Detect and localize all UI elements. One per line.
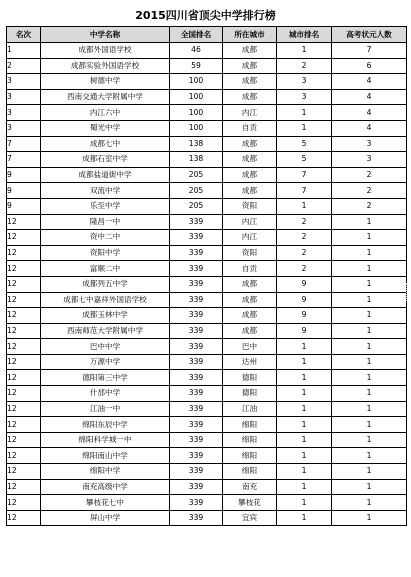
cell-city-rank: 3 [277, 89, 332, 105]
cell-rank: 12 [7, 230, 41, 246]
table-row [7, 417, 407, 433]
cell-school-name: 成都七中嘉祥外国语学校 [41, 292, 170, 308]
cell-school-name: 成都石室中学 [41, 152, 170, 168]
cell-school-name: 南充高级中学 [41, 479, 170, 495]
cell-top-scorers: 1 [332, 230, 407, 246]
cell-top-scorers: 4 [332, 89, 407, 105]
cell-city: 成都 [223, 43, 277, 59]
cell-school-name: 隆昌一中 [41, 214, 170, 230]
cell-school-name: 绵阳南山中学 [41, 448, 170, 464]
cell-national-rank: 339 [170, 479, 223, 495]
cell-city-rank: 9 [277, 292, 332, 308]
cell-national-rank: 138 [170, 136, 223, 152]
table-row [7, 214, 407, 230]
cell-national-rank: 100 [170, 89, 223, 105]
cell-rank: 12 [7, 339, 41, 355]
cell-city-rank: 2 [277, 261, 332, 277]
cell-city: 攀枝花 [223, 495, 277, 511]
cell-city-rank: 1 [277, 479, 332, 495]
cell-top-scorers: 1 [332, 495, 407, 511]
cell-national-rank: 339 [170, 292, 223, 308]
cell-rank: 12 [7, 401, 41, 417]
table-header [7, 27, 407, 43]
cell-top-scorers: 1 [332, 510, 407, 526]
cell-rank: 12 [7, 276, 41, 292]
cell-national-rank: 339 [170, 276, 223, 292]
cell-city: 成都 [223, 152, 277, 168]
table-row [7, 74, 407, 90]
cell-national-rank: 138 [170, 152, 223, 168]
cell-city-rank: 9 [277, 276, 332, 292]
cell-rank: 12 [7, 464, 41, 480]
cell-top-scorers: 1 [332, 292, 407, 308]
cell-city-rank: 1 [277, 370, 332, 386]
cell-school-name: 万源中学 [41, 354, 170, 370]
cell-national-rank: 339 [170, 308, 223, 324]
table-row [7, 183, 407, 199]
cell-city: 成都 [223, 167, 277, 183]
cell-city: 绵阳 [223, 432, 277, 448]
table-row [7, 261, 407, 277]
cell-city-rank: 1 [277, 120, 332, 136]
cell-national-rank: 339 [170, 339, 223, 355]
table-row [7, 120, 407, 136]
cell-top-scorers: 1 [332, 308, 407, 324]
cell-school-name: 绵阳中学 [41, 464, 170, 480]
cell-national-rank: 205 [170, 183, 223, 199]
cell-national-rank: 339 [170, 245, 223, 261]
table-row [7, 354, 407, 370]
table-row [7, 339, 407, 355]
cell-city: 内江 [223, 214, 277, 230]
table-row [7, 105, 407, 121]
cell-city: 德阳 [223, 370, 277, 386]
cell-city-rank: 1 [277, 354, 332, 370]
cell-school-name: 西南交通大学附属中学 [41, 89, 170, 105]
cell-city-rank: 1 [277, 401, 332, 417]
cell-school-name: 内江六中 [41, 105, 170, 121]
cell-top-scorers: 1 [332, 370, 407, 386]
cell-school-name: 江油一中 [41, 401, 170, 417]
cell-top-scorers: 2 [332, 167, 407, 183]
table-row [7, 89, 407, 105]
cell-rank: 7 [7, 152, 41, 168]
table-row [7, 323, 407, 339]
cell-rank: 12 [7, 370, 41, 386]
cell-school-name: 成都外国语学校 [41, 43, 170, 59]
page-title: 2015四川省顶尖中学排行榜 [135, 9, 276, 22]
cell-school-name: 西南师范大学附属中学 [41, 323, 170, 339]
cell-city: 成都 [223, 89, 277, 105]
header-national-rank: 全国排名 [170, 27, 223, 43]
table-row [7, 479, 407, 495]
cell-top-scorers: 1 [332, 417, 407, 433]
cell-rank: 2 [7, 58, 41, 74]
cell-city: 内江 [223, 105, 277, 121]
cell-rank: 12 [7, 510, 41, 526]
cell-school-name: 巴中中学 [41, 339, 170, 355]
table-row [7, 510, 407, 526]
cell-city-rank: 1 [277, 464, 332, 480]
cell-city-rank: 5 [277, 152, 332, 168]
cell-city-rank: 1 [277, 448, 332, 464]
table-row [7, 136, 407, 152]
scroll-edge-marker [406, 283, 411, 301]
cell-national-rank: 100 [170, 74, 223, 90]
cell-school-name: 绵阳科学城一中 [41, 432, 170, 448]
cell-national-rank: 205 [170, 198, 223, 214]
cell-city: 南充 [223, 479, 277, 495]
cell-city: 绵阳 [223, 464, 277, 480]
cell-school-name: 资阳中学 [41, 245, 170, 261]
cell-top-scorers: 1 [332, 339, 407, 355]
cell-city-rank: 1 [277, 105, 332, 121]
cell-rank: 12 [7, 354, 41, 370]
cell-top-scorers: 1 [332, 401, 407, 417]
table-row [7, 58, 407, 74]
cell-city-rank: 1 [277, 198, 332, 214]
cell-city-rank: 1 [277, 43, 332, 59]
cell-rank: 1 [7, 43, 41, 59]
cell-school-name: 成都七中 [41, 136, 170, 152]
cell-school-name: 什邡中学 [41, 386, 170, 402]
cell-city: 成都 [223, 136, 277, 152]
table-row [7, 432, 407, 448]
cell-top-scorers: 6 [332, 58, 407, 74]
cell-city: 巴中 [223, 339, 277, 355]
cell-city-rank: 2 [277, 58, 332, 74]
table-row [7, 245, 407, 261]
table-row [7, 198, 407, 214]
table-row [7, 448, 407, 464]
table-row [7, 386, 407, 402]
cell-city: 成都 [223, 276, 277, 292]
cell-city: 成都 [223, 292, 277, 308]
cell-top-scorers: 4 [332, 105, 407, 121]
table-row [7, 495, 407, 511]
cell-top-scorers: 1 [332, 214, 407, 230]
header-row [7, 27, 407, 43]
cell-national-rank: 339 [170, 432, 223, 448]
cell-school-name: 成都玉林中学 [41, 308, 170, 324]
cell-top-scorers: 4 [332, 74, 407, 90]
cell-school-name: 双流中学 [41, 183, 170, 199]
cell-city-rank: 1 [277, 510, 332, 526]
cell-school-name: 树德中学 [41, 74, 170, 90]
cell-rank: 12 [7, 448, 41, 464]
cell-school-name: 富顺二中 [41, 261, 170, 277]
cell-city-rank: 1 [277, 495, 332, 511]
cell-national-rank: 339 [170, 417, 223, 433]
cell-top-scorers: 1 [332, 464, 407, 480]
cell-national-rank: 339 [170, 323, 223, 339]
cell-city: 绵阳 [223, 448, 277, 464]
cell-city: 宜宾 [223, 510, 277, 526]
cell-rank: 12 [7, 308, 41, 324]
cell-city: 成都 [223, 58, 277, 74]
cell-city-rank: 7 [277, 183, 332, 199]
cell-city-rank: 1 [277, 432, 332, 448]
cell-national-rank: 339 [170, 214, 223, 230]
cell-national-rank: 339 [170, 510, 223, 526]
cell-city: 资阳 [223, 245, 277, 261]
cell-rank: 12 [7, 386, 41, 402]
cell-rank: 12 [7, 245, 41, 261]
cell-city: 自贡 [223, 120, 277, 136]
cell-top-scorers: 7 [332, 43, 407, 59]
cell-national-rank: 100 [170, 105, 223, 121]
cell-rank: 3 [7, 74, 41, 90]
cell-city: 绵阳 [223, 417, 277, 433]
cell-rank: 12 [7, 495, 41, 511]
header-city-rank: 城市排名 [277, 27, 332, 43]
cell-national-rank: 339 [170, 464, 223, 480]
cell-rank: 9 [7, 198, 41, 214]
cell-national-rank: 59 [170, 58, 223, 74]
table-row [7, 43, 407, 59]
table-row [7, 370, 407, 386]
table-row [7, 401, 407, 417]
cell-rank: 12 [7, 214, 41, 230]
header-city: 所在城市 [223, 27, 277, 43]
table-row [7, 276, 407, 292]
cell-city-rank: 2 [277, 230, 332, 246]
cell-school-name: 绵阳东辰中学 [41, 417, 170, 433]
header-top-scorers: 高考状元人数 [332, 27, 407, 43]
cell-school-name: 攀枝花七中 [41, 495, 170, 511]
cell-rank: 12 [7, 479, 41, 495]
cell-city-rank: 9 [277, 308, 332, 324]
cell-national-rank: 339 [170, 386, 223, 402]
cell-top-scorers: 2 [332, 183, 407, 199]
cell-rank: 12 [7, 323, 41, 339]
cell-city: 内江 [223, 230, 277, 246]
cell-national-rank: 339 [170, 354, 223, 370]
cell-national-rank: 339 [170, 261, 223, 277]
ranking-table [6, 26, 407, 526]
table-row [7, 167, 407, 183]
cell-city-rank: 9 [277, 323, 332, 339]
cell-top-scorers: 1 [332, 479, 407, 495]
cell-city: 资阳 [223, 198, 277, 214]
cell-top-scorers: 1 [332, 432, 407, 448]
table-row [7, 230, 407, 246]
cell-city: 达州 [223, 354, 277, 370]
header-school-name: 中学名称 [41, 27, 170, 43]
cell-school-name: 德阳第三中学 [41, 370, 170, 386]
cell-rank: 9 [7, 167, 41, 183]
cell-city-rank: 7 [277, 167, 332, 183]
header-rank: 名次 [7, 27, 41, 43]
cell-city-rank: 1 [277, 339, 332, 355]
cell-rank: 3 [7, 105, 41, 121]
cell-national-rank: 100 [170, 120, 223, 136]
cell-top-scorers: 4 [332, 120, 407, 136]
cell-rank: 12 [7, 261, 41, 277]
cell-top-scorers: 1 [332, 386, 407, 402]
cell-school-name: 成都盐道街中学 [41, 167, 170, 183]
cell-rank: 12 [7, 432, 41, 448]
table-row [7, 292, 407, 308]
cell-rank: 9 [7, 183, 41, 199]
cell-rank: 3 [7, 120, 41, 136]
cell-rank: 12 [7, 292, 41, 308]
cell-city: 成都 [223, 74, 277, 90]
cell-top-scorers: 1 [332, 448, 407, 464]
cell-rank: 12 [7, 417, 41, 433]
cell-national-rank: 339 [170, 401, 223, 417]
cell-national-rank: 46 [170, 43, 223, 59]
table-row [7, 308, 407, 324]
cell-rank: 3 [7, 89, 41, 105]
cell-school-name: 资中二中 [41, 230, 170, 246]
cell-city-rank: 2 [277, 214, 332, 230]
cell-national-rank: 339 [170, 448, 223, 464]
cell-top-scorers: 3 [332, 136, 407, 152]
cell-school-name: 乐至中学 [41, 198, 170, 214]
cell-school-name: 成都实验外国语学校 [41, 58, 170, 74]
cell-national-rank: 339 [170, 370, 223, 386]
cell-city-rank: 1 [277, 386, 332, 402]
cell-top-scorers: 1 [332, 261, 407, 277]
cell-top-scorers: 1 [332, 323, 407, 339]
cell-city: 江油 [223, 401, 277, 417]
cell-city: 德阳 [223, 386, 277, 402]
cell-national-rank: 339 [170, 230, 223, 246]
cell-top-scorers: 3 [332, 152, 407, 168]
cell-top-scorers: 1 [332, 245, 407, 261]
table-row [7, 152, 407, 168]
cell-city-rank: 5 [277, 136, 332, 152]
cell-city: 成都 [223, 323, 277, 339]
cell-city: 成都 [223, 183, 277, 199]
cell-city: 成都 [223, 308, 277, 324]
cell-city-rank: 2 [277, 245, 332, 261]
cell-school-name: 成都列五中学 [41, 276, 170, 292]
table-row [7, 464, 407, 480]
cell-city: 自贡 [223, 261, 277, 277]
cell-top-scorers: 2 [332, 198, 407, 214]
cell-city-rank: 3 [277, 74, 332, 90]
cell-school-name: 屏山中学 [41, 510, 170, 526]
cell-city-rank: 1 [277, 417, 332, 433]
cell-national-rank: 205 [170, 167, 223, 183]
cell-rank: 7 [7, 136, 41, 152]
cell-school-name: 蜀光中学 [41, 120, 170, 136]
cell-top-scorers: 1 [332, 276, 407, 292]
table-body [7, 43, 407, 526]
cell-national-rank: 339 [170, 495, 223, 511]
cell-top-scorers: 1 [332, 354, 407, 370]
